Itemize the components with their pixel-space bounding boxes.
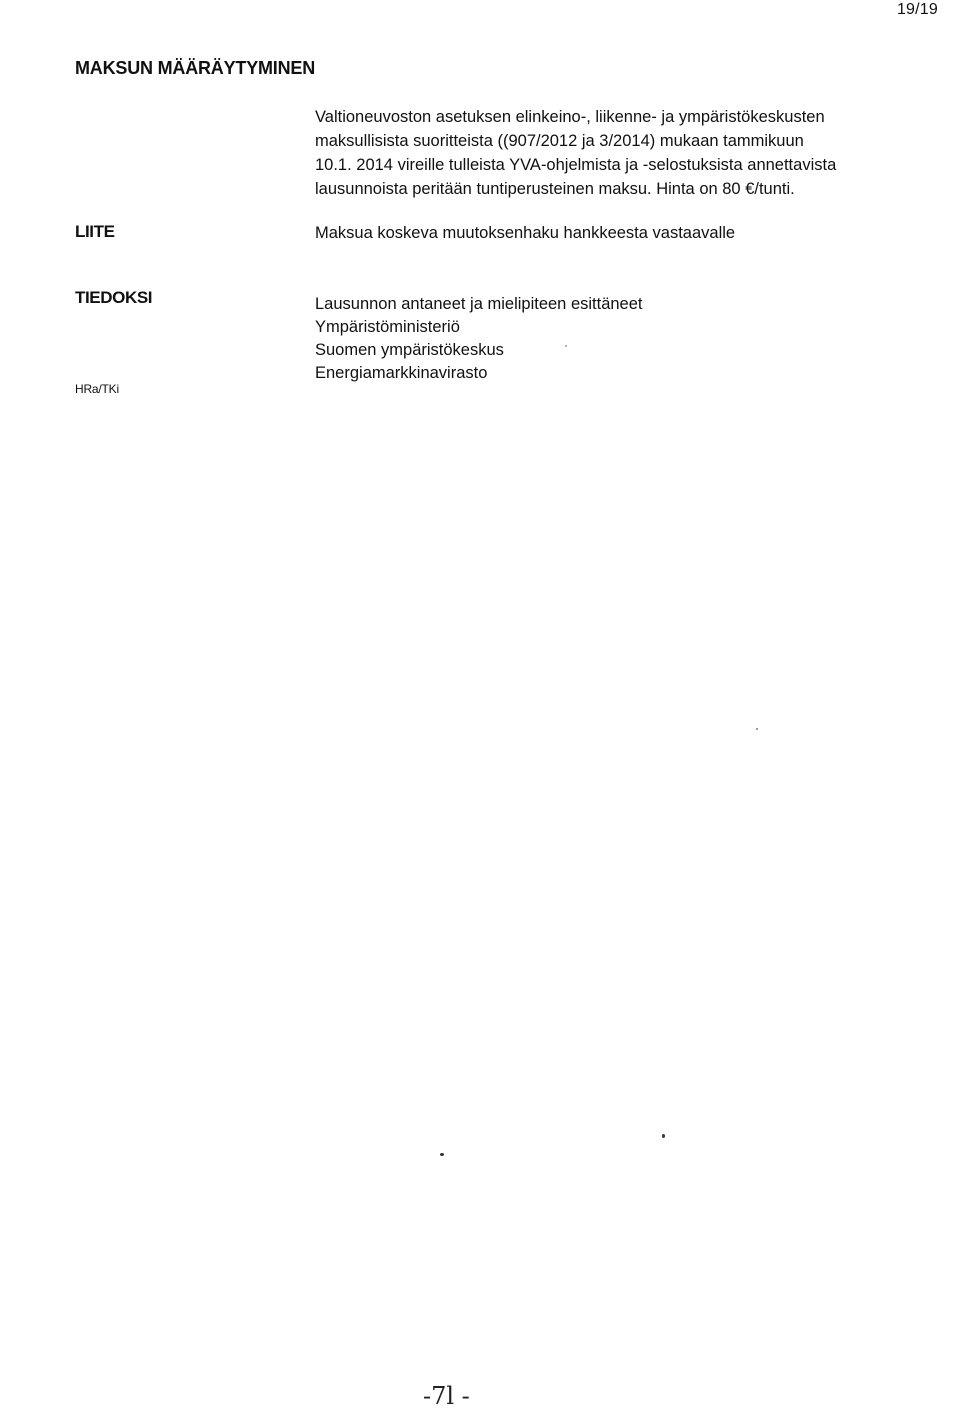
liite-text: Maksua koskeva muutoksenhaku hankkeesta vastaavalle [315,224,736,242]
author-initials: HRa/TKi [75,382,119,396]
paragraph-line: maksullisista suoritteista ((907/2012 ja 3/2014) mukaan tammikuun [315,132,804,150]
scan-speck [565,345,567,347]
scan-speck [662,1134,665,1138]
tiedoksi-label: TIEDOKSI [75,288,153,307]
page-number: 19/19 [896,1,938,18]
recipient-item: Ympäristöministeriö [315,318,460,336]
paragraph-line: 10.1. 2014 vireille tulleista YVA-ohjelmista ja -selostuksista annettavista [315,156,837,174]
recipient-item: Suomen ympäristökeskus [315,341,504,359]
fee-paragraph [315,105,960,201]
paragraph-line: Valtioneuvoston asetuksen elinkeino-, liikenne- ja ympäristökeskusten [315,108,825,126]
recipient-item: Lausunnon antaneet ja mielipiteen esittäneet [315,295,643,313]
recipient-list [315,293,643,385]
paragraph-line: lausunnoista peritään tuntiperusteinen maksu. Hinta on 80 €/tunti. [315,180,795,198]
scan-speck [440,1153,444,1156]
scan-speck [756,728,758,730]
handwritten-page-mark: -7l - [423,1382,470,1410]
liite-label: LIITE [75,222,115,241]
recipient-item: Energiamarkkinavirasto [315,364,488,382]
section-heading: MAKSUN MÄÄRÄYTYMINEN [75,58,315,78]
